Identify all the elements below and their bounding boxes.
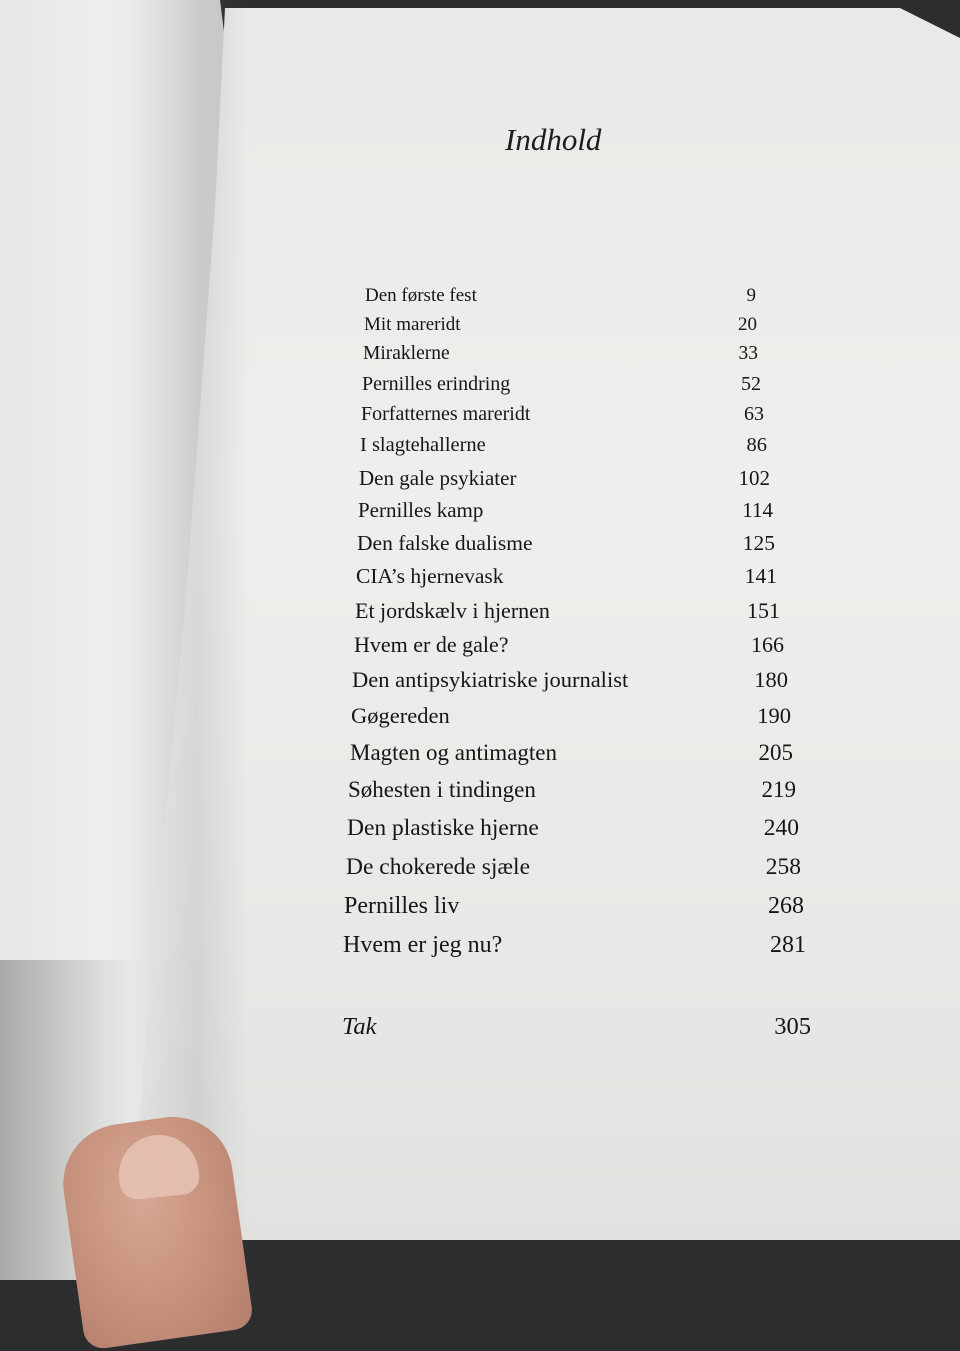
toc-entry-title: I slagtehallerne [360,434,486,456]
toc-entry-page: 9 [746,285,756,306]
toc-entry-title: Hvem er jeg nu? [343,932,503,958]
toc-entry-title: Den plastiske hjerne [347,815,539,841]
toc-entry-page: 33 [738,343,758,364]
toc-entry-title: Forfatternes mareridt [361,403,531,425]
toc-entry-page: 63 [744,403,764,425]
toc-entry-page: 281 [770,932,806,958]
toc-entry-title: Miraklerne [363,343,450,364]
page-title: Indhold [505,122,602,157]
toc-entry-title: Magten og antimagten [350,740,557,765]
toc-entry-page: 219 [761,777,796,802]
toc-entry-title: Den falske dualisme [357,531,533,555]
toc-entry-page: 258 [765,854,801,880]
toc-entry-title: Mit mareridt [364,314,461,335]
toc-entry-title: Gøgereden [351,703,450,728]
toc-entry-title: Den første fest [365,285,477,306]
toc-entry-title: Den gale psykiater [359,466,517,490]
toc-entry-title: Pernilles liv [344,893,460,919]
toc-entry-page: 151 [747,598,780,623]
toc-entry-page: 166 [751,632,784,657]
toc-entry-title: CIA’s hjernevask [356,564,504,588]
toc-entry-page: 125 [742,531,775,555]
toc-entry-page: 180 [754,667,788,692]
toc-entry-page: 141 [744,564,777,588]
toc-entry-page: 114 [742,498,773,522]
toc-entry-title: De chokerede sjæle [346,854,531,880]
toc-entry-title: Tak [342,1013,377,1040]
toc-entry-page: 305 [774,1013,811,1040]
toc-entry-title: Pernilles kamp [358,498,484,522]
right-page [130,8,960,1240]
toc-entry-page: 52 [741,373,761,395]
toc-entry-title: Pernilles erindring [362,373,511,395]
toc-entry-page: 86 [746,434,767,456]
toc-entry-title: Hvem er de gale? [354,632,509,657]
toc-entry-page: 205 [758,740,793,765]
toc-entry-page: 102 [738,466,770,490]
toc-entry-title: Den antipsykiatriske journalist [352,667,629,692]
toc-entry-title: Søhesten i tindingen [348,777,536,802]
toc-entry-page: 240 [763,815,799,841]
toc-entry-page: 268 [768,893,804,919]
toc-entry-page: 190 [757,703,791,728]
toc-entry-page: 20 [738,314,757,335]
toc-entry-title: Et jordskælv i hjernen [355,598,550,623]
